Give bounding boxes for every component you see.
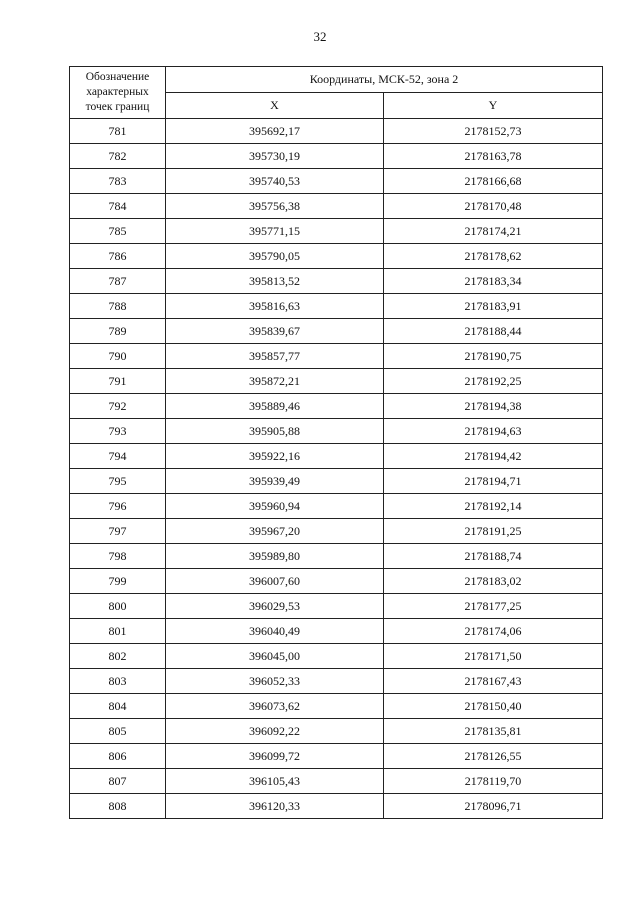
- table-row: [70, 544, 603, 569]
- point-number-cell: 808: [70, 794, 166, 819]
- point-number-cell: 783: [70, 169, 166, 194]
- y-column-header: Y: [384, 93, 603, 119]
- point-number-cell: 799: [70, 569, 166, 594]
- x-coordinate-cell: 395816,63: [166, 294, 384, 319]
- table-row: [70, 269, 603, 294]
- point-number-cell: 797: [70, 519, 166, 544]
- table-row: [70, 194, 603, 219]
- point-number-cell: 800: [70, 594, 166, 619]
- table-row: [70, 469, 603, 494]
- y-coordinate-cell: 2178190,75: [384, 344, 603, 369]
- point-number-cell: 803: [70, 669, 166, 694]
- table-row: [70, 519, 603, 544]
- x-coordinate-cell: 395771,15: [166, 219, 384, 244]
- table-row: [70, 719, 603, 744]
- table-row: [70, 569, 603, 594]
- table-row: [70, 444, 603, 469]
- table-row: [70, 319, 603, 344]
- point-number-cell: 789: [70, 319, 166, 344]
- x-coordinate-cell: 395989,80: [166, 544, 384, 569]
- x-coordinate-cell: 396099,72: [166, 744, 384, 769]
- point-number-cell: 801: [70, 619, 166, 644]
- table-row: [70, 594, 603, 619]
- y-coordinate-cell: 2178194,63: [384, 419, 603, 444]
- table-row: [70, 119, 603, 144]
- table-row: [70, 694, 603, 719]
- x-coordinate-cell: 395740,53: [166, 169, 384, 194]
- table-header: [70, 67, 603, 119]
- point-number-cell: 804: [70, 694, 166, 719]
- x-coordinate-cell: 396073,62: [166, 694, 384, 719]
- table-row: [70, 219, 603, 244]
- x-coordinate-cell: 396105,43: [166, 769, 384, 794]
- table-row: [70, 669, 603, 694]
- table-row: [70, 769, 603, 794]
- point-number-cell: 798: [70, 544, 166, 569]
- table-row: [70, 394, 603, 419]
- x-coordinate-cell: 395960,94: [166, 494, 384, 519]
- y-coordinate-cell: 2178183,91: [384, 294, 603, 319]
- point-number-cell: 781: [70, 119, 166, 144]
- table-row: [70, 169, 603, 194]
- y-coordinate-cell: 2178183,02: [384, 569, 603, 594]
- y-coordinate-cell: 2178170,48: [384, 194, 603, 219]
- point-designation-header: [70, 67, 166, 119]
- y-coordinate-cell: 2178194,42: [384, 444, 603, 469]
- x-coordinate-cell: 395967,20: [166, 519, 384, 544]
- y-coordinate-cell: 2178167,43: [384, 669, 603, 694]
- x-coordinate-cell: 395692,17: [166, 119, 384, 144]
- point-number-cell: 806: [70, 744, 166, 769]
- point-header-line-3: точек границ: [85, 101, 150, 113]
- point-header-line-1: Обозначение: [85, 71, 150, 83]
- y-coordinate-cell: 2178163,78: [384, 144, 603, 169]
- x-coordinate-cell: 396045,00: [166, 644, 384, 669]
- table-row: [70, 744, 603, 769]
- x-coordinate-cell: 395922,16: [166, 444, 384, 469]
- point-number-cell: 785: [70, 219, 166, 244]
- y-coordinate-cell: 2178192,25: [384, 369, 603, 394]
- x-coordinate-cell: 396120,33: [166, 794, 384, 819]
- coordinates-table: [69, 66, 603, 819]
- point-number-cell: 787: [70, 269, 166, 294]
- x-coordinate-cell: 395857,77: [166, 344, 384, 369]
- point-number-cell: 790: [70, 344, 166, 369]
- y-coordinate-cell: 2178183,34: [384, 269, 603, 294]
- point-number-cell: 784: [70, 194, 166, 219]
- x-coordinate-cell: 395790,05: [166, 244, 384, 269]
- point-number-cell: 802: [70, 644, 166, 669]
- x-coordinate-cell: 395839,67: [166, 319, 384, 344]
- x-coordinate-cell: 395813,52: [166, 269, 384, 294]
- x-coordinate-cell: 395730,19: [166, 144, 384, 169]
- x-coordinate-cell: 396092,22: [166, 719, 384, 744]
- y-coordinate-cell: 2178177,25: [384, 594, 603, 619]
- table-row: [70, 619, 603, 644]
- x-coordinate-cell: 396040,49: [166, 619, 384, 644]
- x-coordinate-cell: 396007,60: [166, 569, 384, 594]
- point-number-cell: 792: [70, 394, 166, 419]
- point-number-cell: 796: [70, 494, 166, 519]
- point-number-cell: 805: [70, 719, 166, 744]
- page-number: 32: [313, 29, 327, 44]
- table-body: [70, 119, 603, 819]
- point-number-cell: 791: [70, 369, 166, 394]
- y-coordinate-cell: 2178188,74: [384, 544, 603, 569]
- table-row: [70, 244, 603, 269]
- y-coordinate-cell: 2178192,14: [384, 494, 603, 519]
- y-coordinate-cell: 2178194,71: [384, 469, 603, 494]
- y-coordinate-cell: 2178150,40: [384, 694, 603, 719]
- point-number-cell: 782: [70, 144, 166, 169]
- point-header-line-2: характерных: [86, 86, 149, 98]
- point-number-cell: 807: [70, 769, 166, 794]
- coordinates-header: Координаты, МСК-52, зона 2: [166, 67, 603, 93]
- y-coordinate-cell: 2178166,68: [384, 169, 603, 194]
- table-row: [70, 144, 603, 169]
- y-coordinate-cell: 2178152,73: [384, 119, 603, 144]
- x-coordinate-cell: 396052,33: [166, 669, 384, 694]
- y-coordinate-cell: 2178135,81: [384, 719, 603, 744]
- header-row: [70, 67, 603, 93]
- x-coordinate-cell: 396029,53: [166, 594, 384, 619]
- y-coordinate-cell: 2178174,21: [384, 219, 603, 244]
- point-number-cell: 795: [70, 469, 166, 494]
- table-row: [70, 344, 603, 369]
- table-row: [70, 369, 603, 394]
- point-number-cell: 794: [70, 444, 166, 469]
- y-coordinate-cell: 2178096,71: [384, 794, 603, 819]
- y-coordinate-cell: 2178171,50: [384, 644, 603, 669]
- x-coordinate-cell: 395905,88: [166, 419, 384, 444]
- table-row: [70, 494, 603, 519]
- point-number-cell: 788: [70, 294, 166, 319]
- y-coordinate-cell: 2178188,44: [384, 319, 603, 344]
- y-coordinate-cell: 2178119,70: [384, 769, 603, 794]
- y-coordinate-cell: 2178126,55: [384, 744, 603, 769]
- y-coordinate-cell: 2178194,38: [384, 394, 603, 419]
- table-row: [70, 419, 603, 444]
- x-coordinate-cell: 395872,21: [166, 369, 384, 394]
- point-number-cell: 793: [70, 419, 166, 444]
- table-row: [70, 644, 603, 669]
- table-row: [70, 294, 603, 319]
- point-number-cell: 786: [70, 244, 166, 269]
- y-coordinate-cell: 2178191,25: [384, 519, 603, 544]
- y-coordinate-cell: 2178178,62: [384, 244, 603, 269]
- y-coordinate-cell: 2178174,06: [384, 619, 603, 644]
- x-coordinate-cell: 395756,38: [166, 194, 384, 219]
- x-column-header: X: [166, 93, 384, 119]
- table-row: [70, 794, 603, 819]
- x-coordinate-cell: 395889,46: [166, 394, 384, 419]
- x-coordinate-cell: 395939,49: [166, 469, 384, 494]
